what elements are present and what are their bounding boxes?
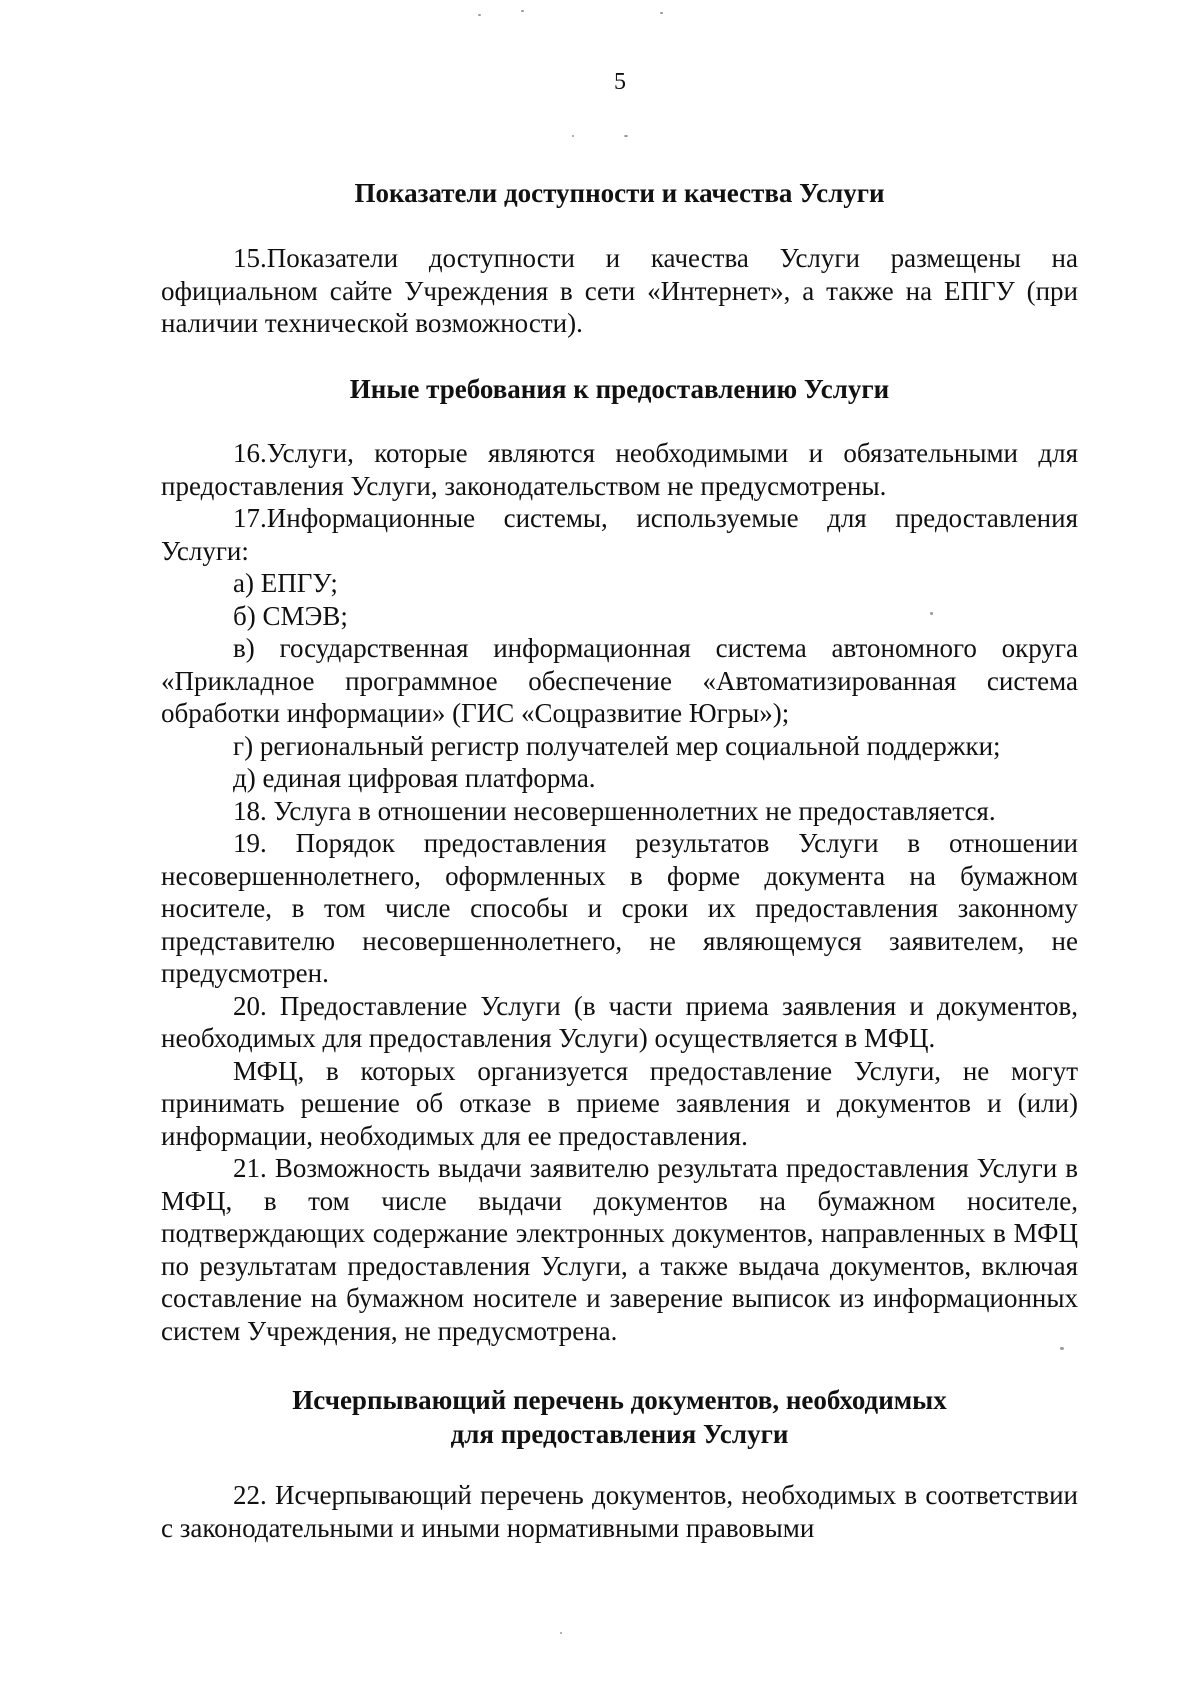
section-heading-other-requirements bbox=[161, 372, 1078, 406]
paragraph-15: 15.Показатели доступности и качества Услуги размещены на официальном сайте Учреждения в сети «Интернет», а также на ЕПГУ (при наличии технической возможности). bbox=[161, 243, 1078, 338]
section-title: Иные требования к предоставлению Услуги bbox=[349, 374, 890, 404]
list-item-v: в) государственная информационная система автономного округа «Прикладное программное обеспечение «Автоматизированная система обработки информации» (ГИС «Соцразвитие Югры»); bbox=[161, 633, 1078, 728]
list-item-g: г) региональный регистр получателей мер социальной поддержки; bbox=[233, 730, 1001, 761]
paragraph-19: 19. Порядок предоставления результатов Услуги в отношении несовершеннолетнего, оформленных в форме документа на бумажном носителе, в том числе способы и сроки их предоставления законному представителю несовершеннолетнего, не являющемуся заявителем, не предусмотрен. bbox=[161, 828, 1078, 988]
scan-speck bbox=[560, 1632, 562, 1634]
scan-speck bbox=[1060, 1347, 1064, 1350]
section-body-documents-list bbox=[161, 1479, 1078, 1544]
section-body-accessibility bbox=[161, 242, 1078, 340]
list-item-d: д) единая цифровая платформа. bbox=[233, 763, 596, 793]
section-heading-documents-list bbox=[161, 1383, 1078, 1451]
paragraph-21: 21. Возможность выдачи заявителю результата предоставления Услуги в МФЦ, в том числе выдачи документов на бумажном носителе, подтверждающих содержание электронных документов, направленных в МФЦ по результатам предоставления Услуги, а также выдача документов, включая составление на бумажном носителе и заверение выписок из информационных систем Учреждения, не предусмотрена. bbox=[161, 1153, 1078, 1346]
paragraph-18: 18. Услуга в отношении несовершеннолетних не предоставляется. bbox=[233, 795, 996, 826]
section-title-line-1: Исчерпывающий перечень документов, необходимых bbox=[292, 1385, 947, 1415]
paragraph-17: 17.Информационные системы, используемые для предоставления Услуги: bbox=[161, 503, 1078, 566]
section-title: Показатели доступности и качества Услуги bbox=[354, 178, 885, 208]
scan-speck bbox=[572, 135, 574, 137]
list-item-b: б) СМЭВ; bbox=[233, 600, 348, 631]
paragraph-20: 20. Предоставление Услуги (в части приема заявления и документов, необходимых для предоставления Услуги) осуществляется в МФЦ. bbox=[161, 990, 1078, 1053]
scan-speck bbox=[478, 14, 481, 16]
list-item-a: а) ЕПГУ; bbox=[233, 568, 338, 598]
paragraph-mfc: МФЦ, в которых организуется предоставление Услуги, не могут принимать решение об отказе в приеме заявления и документов и (или) информации, необходимых для ее предоставления. bbox=[161, 1055, 1078, 1151]
scan-speck bbox=[521, 10, 524, 12]
section-heading-accessibility bbox=[161, 176, 1078, 210]
scan-speck bbox=[624, 135, 628, 137]
section-body-other-requirements bbox=[161, 437, 1078, 1347]
paragraph-22: 22. Исчерпывающий перечень документов, необходимых в соответствии с законодательными и иными нормативными правовыми bbox=[161, 1480, 1078, 1543]
section-title-line-2: для предоставления Услуги bbox=[450, 1419, 789, 1449]
paragraph-16: 16.Услуги, которые являются необходимыми и обязательными для предоставления Услуги, законодательством не предусмотрены. bbox=[161, 438, 1078, 501]
page-number: 5 bbox=[614, 69, 626, 95]
scan-speck bbox=[660, 12, 663, 14]
scan-speck bbox=[930, 612, 933, 615]
